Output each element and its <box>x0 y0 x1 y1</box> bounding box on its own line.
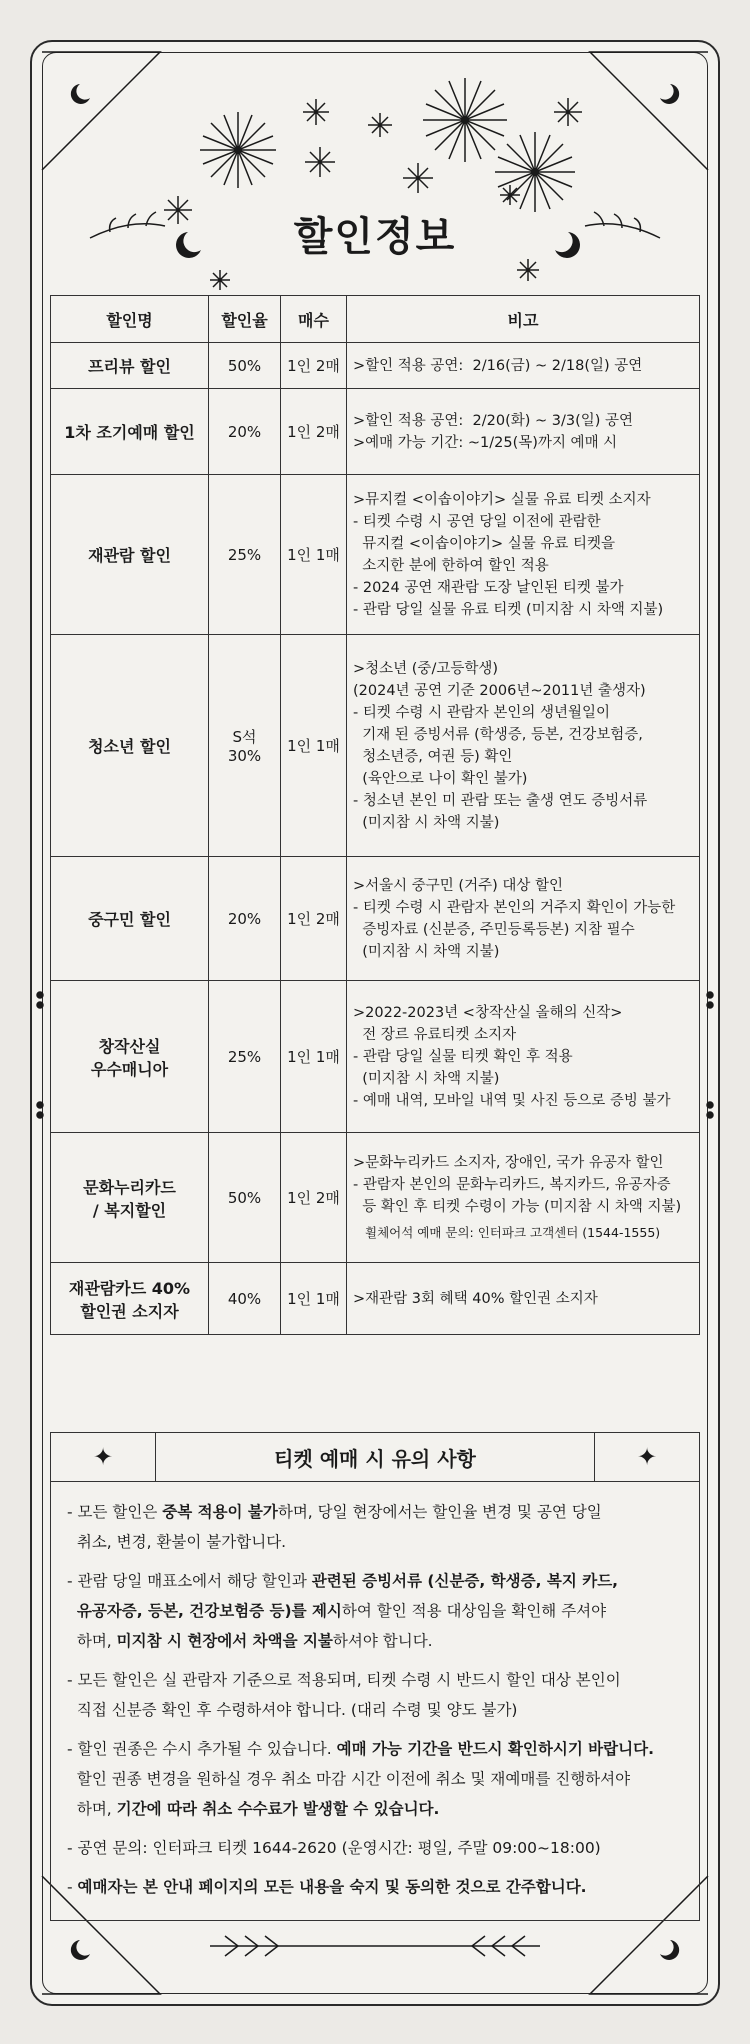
discount-name-line: 프리뷰 할인 <box>88 357 171 376</box>
notice-item <box>67 1665 685 1725</box>
corner-ornament-tl <box>42 52 160 170</box>
note-line: - 2024 공연 재관람 도장 날인된 티켓 불가 <box>353 579 624 596</box>
ticket-count: 1인 2매 <box>281 389 347 475</box>
discount-rate: 20% <box>209 389 281 475</box>
discount-note <box>347 475 700 635</box>
star-icon: ✦ <box>92 1443 114 1471</box>
discount-rate: 40% <box>209 1263 281 1335</box>
discount-note <box>347 635 700 857</box>
ticket-count: 1인 1매 <box>281 475 347 635</box>
note-line: >예매 가능 기간: ~1/25(목)까지 예매 시 <box>353 434 618 451</box>
discount-rate: 50% <box>209 343 281 389</box>
ticket-count: 1인 2매 <box>281 1133 347 1263</box>
discount-note <box>347 1263 700 1335</box>
discount-name <box>51 1263 209 1335</box>
note-line: 뮤지컬 <이솝이야기> 실물 유료 티켓을 <box>353 535 616 552</box>
note-sub-line: 휠체어석 예매 문의: 인터파크 고객센터 (1544-1555) <box>365 1224 661 1240</box>
discount-note <box>347 1133 700 1263</box>
header-rate: 할인율 <box>209 296 281 343</box>
discount-rate: 20% <box>209 857 281 981</box>
discount-note <box>347 343 700 389</box>
table-row <box>51 635 700 857</box>
ticket-count: 1인 1매 <box>281 981 347 1133</box>
discount-name-line: 중구민 할인 <box>88 910 171 929</box>
header-note: 비고 <box>347 296 700 343</box>
table-row <box>51 981 700 1133</box>
note-line: >할인 적용 공연: 2/16(금) ~ 2/18(일) 공연 <box>353 357 643 374</box>
discount-name <box>51 857 209 981</box>
note-line: (육안으로 나이 확인 불가) <box>353 770 528 787</box>
discount-table <box>50 295 700 1335</box>
note-line: - 관람 당일 실물 티켓 확인 후 적용 <box>353 1048 573 1065</box>
discount-name <box>51 635 209 857</box>
sparkle-icon <box>200 112 276 188</box>
notice-line: 직접 신분증 확인 후 수령하셔야 합니다. (대리 수령 및 양도 불가) <box>67 1701 518 1719</box>
ticket-count: 1인 2매 <box>281 343 347 389</box>
note-line: >서울시 중구민 (거주) 대상 할인 <box>353 877 563 894</box>
note-line: >재관람 3회 혜택 40% 할인권 소지자 <box>353 1290 598 1307</box>
side-dots-left <box>37 992 43 1118</box>
discount-note <box>347 857 700 981</box>
notice-line: 할인 권종 변경을 원하실 경우 취소 마감 시간 이전에 취소 및 재예매를 진행하셔야 <box>67 1770 631 1788</box>
notice-item <box>67 1497 685 1557</box>
discount-name-line: 문화누리카드 <box>83 1177 176 1197</box>
table-header-row <box>51 296 700 343</box>
discount-name-line: 재관람 할인 <box>88 546 171 565</box>
note-line: 기재 된 증빙서류 (학생증, 등본, 건강보험증, <box>353 726 643 743</box>
sparkle-icon <box>554 98 582 126</box>
notice-header <box>50 1432 700 1482</box>
ticket-count: 1인 1매 <box>281 1263 347 1335</box>
discount-note <box>347 981 700 1133</box>
notice-line: 하며, 기간에 따라 취소 수수료가 발생할 수 있습니다. <box>67 1800 440 1818</box>
sparkle-icon <box>305 147 335 177</box>
discount-name <box>51 1133 209 1263</box>
notice-line: - 예매자는 본 안내 페이지의 모든 내용을 숙지 및 동의한 것으로 간주합니다. <box>67 1878 587 1896</box>
sparkle-icon <box>303 99 329 125</box>
note-line: 소지한 분에 한하여 할인 적용 <box>353 557 549 574</box>
discount-name <box>51 343 209 389</box>
discount-name-line: 할인권 소지자 <box>80 1301 179 1321</box>
sparkle-icon <box>495 132 575 212</box>
sparkle-icon <box>403 163 433 193</box>
note-line: (미지참 시 차액 지불) <box>353 1070 500 1087</box>
discount-name <box>51 389 209 475</box>
header-count: 매수 <box>281 296 347 343</box>
note-line: >문화누리카드 소지자, 장애인, 국가 유공자 할인 <box>353 1154 664 1171</box>
page-title: 할인정보 <box>293 214 457 260</box>
sparkle-icon <box>368 113 392 137</box>
note-line: 청소년증, 여권 등) 확인 <box>353 748 513 765</box>
note-line: (미지참 시 차액 지불) <box>353 943 500 960</box>
notice-item <box>67 1566 685 1656</box>
note-line: - 관람 당일 실물 유료 티켓 (미지참 시 차액 지불) <box>353 601 664 618</box>
side-dots-right <box>707 992 713 1118</box>
table-row <box>51 343 700 389</box>
notice-line: - 공연 문의: 인터파크 티켓 1644-2620 (운영시간: 평일, 주말 09:00~18:00) <box>67 1839 601 1857</box>
notice-line: 취소, 변경, 환불이 불가합니다. <box>67 1533 287 1551</box>
table-row <box>51 475 700 635</box>
table-row <box>51 857 700 981</box>
note-line: >2022-2023년 <창작산실 올해의 신작> <box>353 1004 623 1021</box>
ticket-count: 1인 2매 <box>281 857 347 981</box>
notice-line: - 관람 당일 매표소에서 해당 할인과 관련된 증빙서류 (신분증, 학생증, 복지 카드, <box>67 1572 619 1590</box>
table-row <box>51 1133 700 1263</box>
sparkle-icon <box>517 259 539 281</box>
note-line: - 예매 내역, 모바일 내역 및 사진 등으로 증빙 불가 <box>353 1092 671 1109</box>
note-line: (미지참 시 차액 지불) <box>353 814 500 831</box>
note-line: 증빙자료 (신분증, 주민등록등본) 지참 필수 <box>353 921 635 938</box>
discount-name <box>51 475 209 635</box>
ticket-count: 1인 1매 <box>281 635 347 857</box>
discount-name-line: 우수매니아 <box>90 1059 169 1079</box>
discount-rate: 50% <box>209 1133 281 1263</box>
table-row <box>51 1263 700 1335</box>
notice-line: - 모든 할인은 실 관람자 기준으로 적용되며, 티켓 수령 시 반드시 할인 대상 본인이 <box>67 1671 621 1689</box>
discount-name <box>51 981 209 1133</box>
discount-name-line: 창작산실 <box>98 1036 161 1056</box>
notice-line: 유공자증, 등본, 건강보험증 등)를 제시하여 할인 적용 대상임을 확인해 주셔야 <box>76 1602 607 1620</box>
notice-line: 하며, 미지참 시 현장에서 차액을 지불하셔야 합니다. <box>67 1632 433 1650</box>
notice-item <box>67 1872 685 1902</box>
discount-rate: 25% <box>209 475 281 635</box>
notice-line: - 모든 할인은 중복 적용이 불가하며, 당일 현장에서는 할인율 변경 및 공연 당일 <box>67 1503 602 1521</box>
note-line: - 티켓 수령 시 공연 당일 이전에 관람한 <box>353 513 601 530</box>
note-line: (2024년 공연 기준 2006년~2011년 출생자) <box>353 682 646 699</box>
note-line: 등 확인 후 티켓 수령이 가능 (미지참 시 차액 지불) <box>353 1198 682 1215</box>
discount-name-line: 재관람카드 40% <box>68 1278 191 1298</box>
bottom-ornament-icon <box>210 1936 540 1956</box>
discount-name-line: / 복지할인 <box>92 1200 167 1220</box>
crescent-moon-icon <box>660 84 679 104</box>
discount-rate: S석 30% <box>209 635 281 857</box>
notice-item <box>67 1734 685 1824</box>
note-line: >뮤지컬 <이솝이야기> 실물 유료 티켓 소지자 <box>353 491 651 508</box>
note-line: - 티켓 수령 시 관람자 본인의 거주지 확인이 가능한 <box>353 899 676 916</box>
discount-rate: 25% <box>209 981 281 1133</box>
sparkle-icon <box>210 270 230 290</box>
notice-title: 티켓 예매 시 유의 사항 <box>155 1433 595 1481</box>
corner-ornament-tr <box>590 52 708 170</box>
sparkle-icon <box>500 185 520 205</box>
crescent-moon-icon <box>660 1940 679 1960</box>
note-line: - 관람자 본인의 문화누리카드, 복지카드, 유공자증 <box>353 1176 671 1193</box>
note-line: >할인 적용 공연: 2/20(화) ~ 3/3(일) 공연 <box>353 412 634 429</box>
header-name: 할인명 <box>51 296 209 343</box>
note-line: - 청소년 본인 미 관람 또는 출생 연도 증빙서류 <box>353 792 648 809</box>
note-line: - 티켓 수령 시 관람자 본인의 생년월일이 <box>353 704 610 721</box>
discount-note <box>347 389 700 475</box>
crescent-moon-icon <box>71 1940 90 1960</box>
sparkle-icon <box>423 78 507 162</box>
crescent-moon-icon <box>71 84 90 104</box>
note-line: 전 장르 유료티켓 소지자 <box>353 1026 517 1043</box>
notice-item <box>67 1833 685 1863</box>
discount-name-line: 청소년 할인 <box>88 737 171 756</box>
table-row <box>51 389 700 475</box>
notice-list <box>50 1481 700 1921</box>
discount-name-line: 1차 조기예매 할인 <box>64 423 195 442</box>
star-icon: ✦ <box>636 1443 658 1471</box>
note-line: >청소년 (중/고등학생) <box>353 660 499 677</box>
notice-line: - 할인 권종은 수시 추가될 수 있습니다. 예매 가능 기간을 반드시 확인하시기 바랍니다. <box>67 1740 654 1758</box>
